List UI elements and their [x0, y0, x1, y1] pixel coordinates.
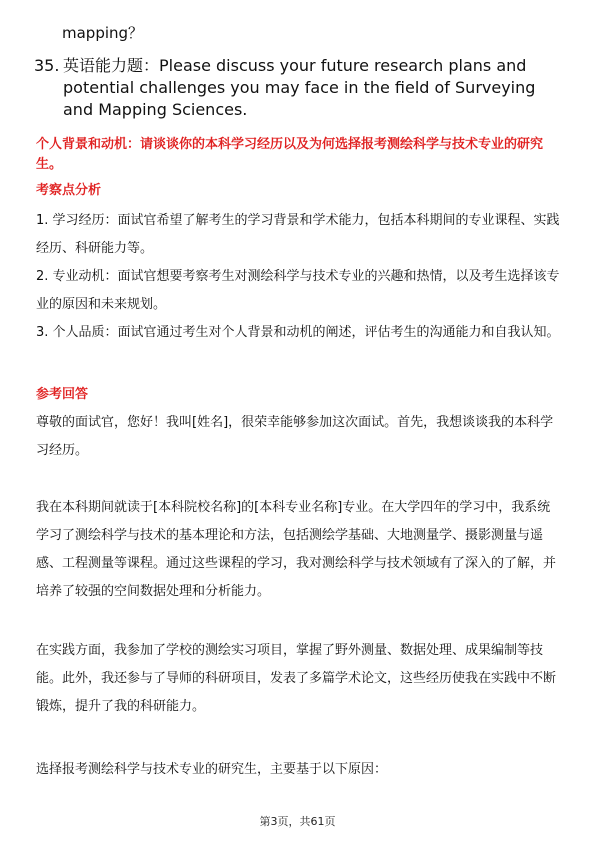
analysis-item-2: 2. 专业动机：面试官想要考察考生对测绘科学与技术专业的兴趣和热情，以及考生选择该专业的原因和未来规划。 [36, 269, 560, 312]
answer-paragraph-3: 在实践方面，我参加了学校的测绘实习项目，掌握了野外测量、数据处理、成果编制等技能。此外，我还参与了导师的科研项目，发表了多篇学术论文，这些经历使我在实践中不断锻炼，提升了我的科研能力。 [36, 643, 557, 714]
answer-paragraph-1: 尊敬的面试官，您好！我叫[姓名]，很荣幸能够参加这次面试。首先，我想谈谈我的本科学习经历。 [36, 415, 554, 458]
analysis-item-1: 1. 学习经历：面试官希望了解考生的学习背景和学术能力，包括本科期间的专业课程、实践经历、科研能力等。 [36, 213, 560, 256]
question-number: 35. [34, 56, 60, 75]
analysis-item-3: 3. 个人品质：面试官通过考生对个人背景和动机的阐述，评估考生的沟通能力和自我认知。 [36, 325, 560, 340]
answer-paragraph-2: 我在本科期间就读于[本科院校名称]的[本科专业名称]专业。在大学四年的学习中，我系统学习了测绘科学与技术的基本理论和方法，包括测绘学基础、大地测量学、摄影测量与遥感、工程测量等课程。通过这些课程的学习，我对测绘科学与技术领域有了深入的了解，并培养了较强的空间数据处理和分析能力。 [36, 500, 557, 599]
analysis-heading: 考察点分析 [36, 183, 102, 198]
question-35 [34, 55, 554, 121]
question-continuation: mapping？ [62, 24, 144, 42]
page-footer: 第3页，共61页 [259, 815, 336, 828]
section-title: 个人背景和动机：请谈谈你的本科学习经历以及为何选择报考测绘科学与技术专业的研究生。 [36, 137, 544, 172]
answer-heading: 参考回答 [36, 387, 89, 402]
question-text: 英语能力题：Please discuss your future research plans and potential challenges you may face in the field of Surveying and Mapping Sciences. [63, 56, 536, 119]
answer-paragraph-4: 选择报考测绘科学与技术专业的研究生，主要基于以下原因： [36, 762, 388, 777]
